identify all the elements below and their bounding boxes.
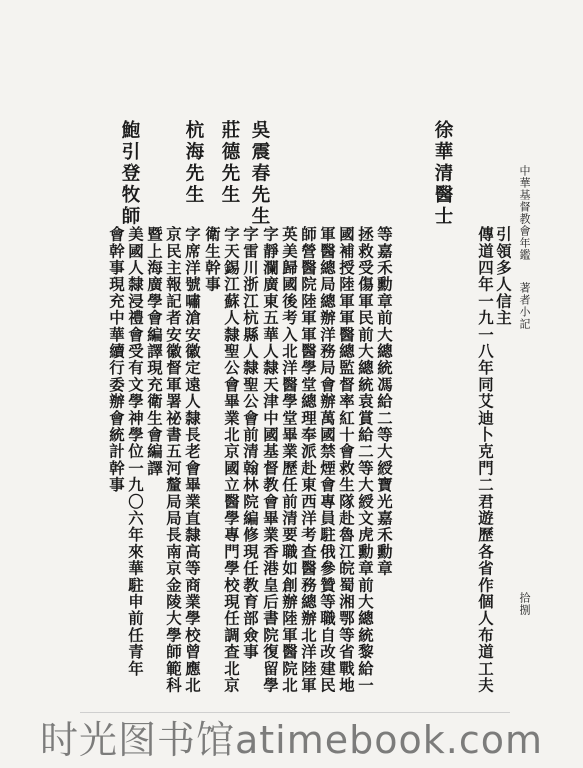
entry-name-wu: 吳震春先生 <box>249 120 270 228</box>
entry-text-line: 師營醫院陸軍軍醫學堂總理奉派赴東西洋考查醫務總辦北洋陸軍 <box>299 226 317 694</box>
entry-name-bao: 鮑引登牧師 <box>119 120 140 228</box>
entry-text-line: 美國人隸浸禮會受有文學神學位一九〇六年來華駐申前任青年 <box>126 226 144 677</box>
running-header <box>519 165 530 330</box>
entry-text-line: 國補授陸軍軍醫總監督率紅十會救生隊赴魯江皖蜀湘鄂等省戰地 <box>337 226 355 694</box>
watermark: 时光图书馆atimebook.com <box>39 718 543 762</box>
entry-text-line: 傳道四年一九一八年同艾迪卜克門二君遊歷各省作個人布道工夫 <box>476 226 494 694</box>
entry-text-line: 等嘉禾勳章前大總統馮給二等大綬寶光嘉禾勳章 <box>375 226 393 577</box>
entry-text-line: 字天錫江蘇人隸聖公會畢業北京國立醫學專門學校現任調查北京 <box>222 226 240 694</box>
book-title: 中華基督教會年鑑 <box>518 165 531 261</box>
entry-text-line: 軍醫總局總辦洋務局會辦萬國禁煙會專員駐俄參贊等職自改建民 <box>318 226 336 694</box>
entry-text-line: 暨上海廣學會編譯現充衛生會編譯 <box>145 226 163 477</box>
entry-text-line: 字席洋號嘯滄安徽定遠人隸長老會畢業直隸高等商業學校曾應北 <box>183 226 201 694</box>
section-title: 著者小記 <box>518 282 531 330</box>
entry-text-line: 會幹事現充中華續行委辦會統計幹事 <box>107 226 125 494</box>
entry-name-xu: 徐華清醫士 <box>432 120 453 228</box>
entry-text-line: 京民主報記者安徽督軍署祕書五河釐局局長南京金陵大學師範科 <box>164 226 182 694</box>
entry-text-line: 引領多人信主 <box>494 226 512 327</box>
entry-text-line: 拯救受傷軍民前大總統袁賞給二等大綬文虎勳章前大總統黎給一 <box>356 226 374 694</box>
page-number: 拾捌 <box>518 592 531 616</box>
entry-text-line: 英美歸國後考入北洋醫學堂畢業歷任前清要職如創辦陸軍醫院北 <box>280 226 298 694</box>
entry-text-line: 字靜瀾廣東五華人隸天津中國基督教會畢業香港皇后書院復留學 <box>261 226 279 694</box>
entry-text-line: 衛生幹事 <box>203 226 221 293</box>
entry-name-hang: 杭海先生 <box>183 120 204 206</box>
entry-name-zhuang: 莊德先生 <box>219 120 240 206</box>
entry-text-line: 字雷川浙江杭縣人隸聖公會前清翰林院編修現任教育部僉事 <box>241 226 259 661</box>
